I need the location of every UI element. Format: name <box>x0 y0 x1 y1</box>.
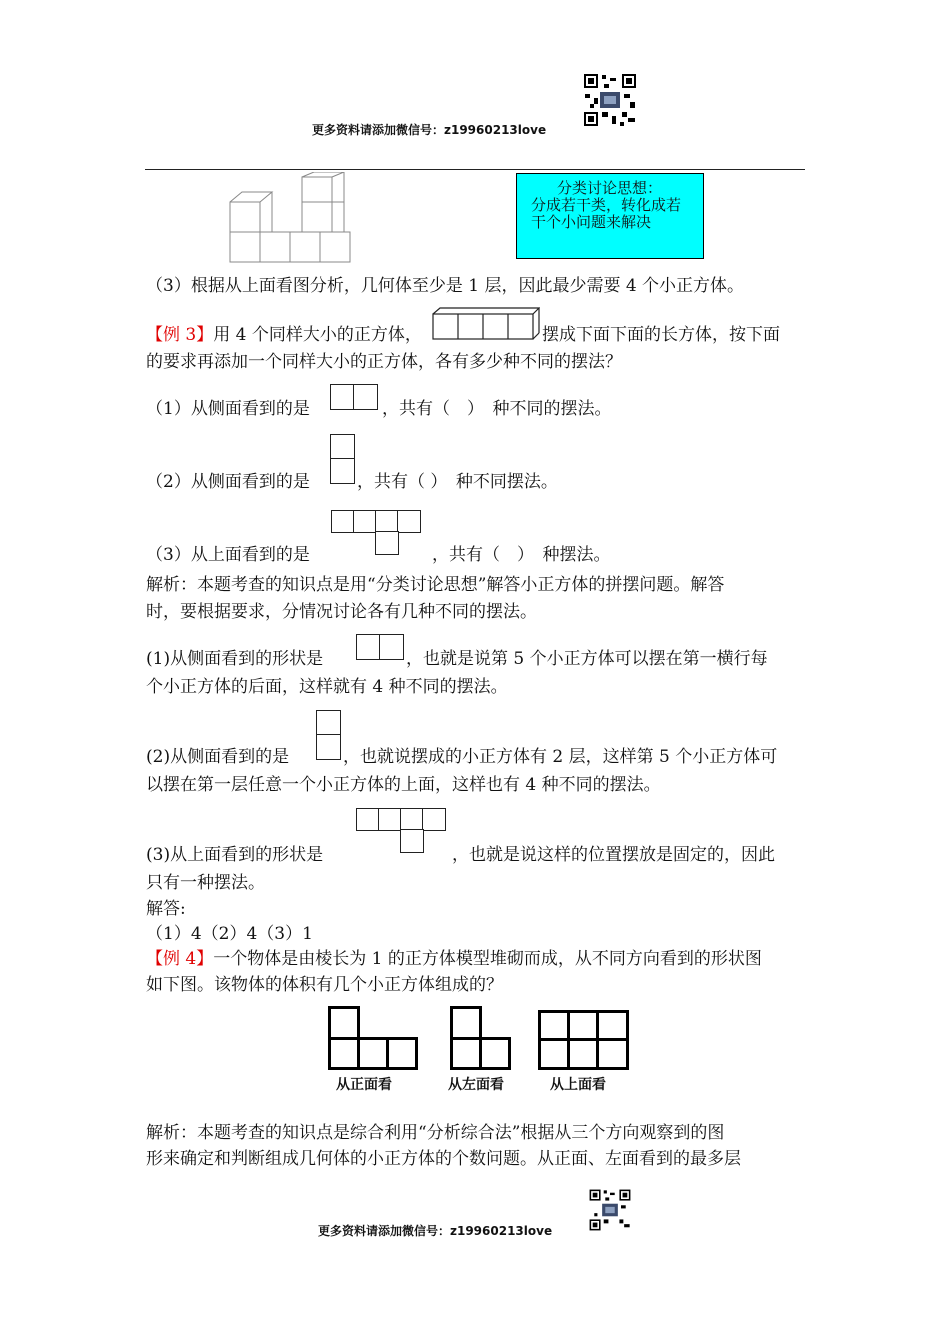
question-1-text-b: ，共有（ ） 种不同的摆法。 <box>382 399 612 419</box>
classification-note-box <box>516 173 704 259</box>
note-line-3: 干个小问题来解决 <box>531 213 652 231</box>
side-view-stacked-squares <box>330 434 355 484</box>
front-view-label: 从正面看 <box>336 1077 392 1093</box>
left-view-figure <box>450 1006 510 1070</box>
example-4-text-a: 一个物体是由棱长为 1 的正方体模型堆砌而成，从不同方向看到的形状图 <box>213 949 762 969</box>
analysis-line-2: 时，要根据要求，分情况讨论各有几种不同的摆法。 <box>146 602 537 622</box>
example-3-text-b: 摆成下面下面的长方体，按下面 <box>542 325 780 345</box>
analysis-4-line-2: 形来确定和判断组成几何体的小正方体的个数问题。从正面、左面看到的最多层 <box>146 1149 741 1169</box>
example-4-tag: 【例 4】 <box>146 949 214 969</box>
analysis-4-line-1: 解析：本题考查的知识点是综合利用“分析综合法”根据从三个方向观察到的图 <box>146 1123 725 1143</box>
front-view-figure <box>328 1006 418 1070</box>
answer-label: 解答: <box>146 899 186 919</box>
question-2-text-b: ，共有（ ） 种不同摆法。 <box>357 472 558 492</box>
cuboid-figure <box>430 306 540 340</box>
solution-3-text-a: (3)从上面看到的形状是 <box>146 845 324 865</box>
example-3-tag: 【例 3】 <box>146 325 214 345</box>
analysis-line-1: 解析：本题考查的知识点是用“分类讨论思想”解答小正方体的拼摆问题。解答 <box>146 575 725 595</box>
solution-2-text-b: ，也就说摆成的小正方体有 2 层，这样第 5 个小正方体可 <box>343 747 778 767</box>
solution-3-text-b: ，也就是说这样的位置摆放是固定的，因此 <box>452 845 775 865</box>
question-2-text-a: （2）从侧面看到的是 <box>146 472 310 492</box>
question-3-text-b: ，共有（ ） 种摆法。 <box>432 545 611 565</box>
example-4-text-b: 如下图。该物体的体积有几个小正方体组成的？ <box>146 975 503 995</box>
solution-1-text-c: 个小正方体的后面，这样就有 4 种不同的摆法。 <box>146 677 508 697</box>
top-view-label: 从上面看 <box>550 1077 606 1093</box>
top-view-t-shape-solution <box>356 808 448 854</box>
solution-3-text-c: 只有一种摆法。 <box>146 873 265 893</box>
cube-stack-figure <box>225 172 355 268</box>
note-line-1: 分类讨论思想： <box>557 179 663 197</box>
qr-code-icon <box>582 72 638 128</box>
left-view-label: 从左面看 <box>448 1077 504 1093</box>
wechat-contact-text-footer: 更多资料请添加微信号：z19960213love <box>318 1224 553 1238</box>
answer-values: （1）4（2）4（3）1 <box>146 924 313 944</box>
side-view-stacked-squares-solution <box>316 710 341 760</box>
qr-code-icon-footer <box>588 1188 632 1232</box>
top-view-t-shape <box>331 510 423 556</box>
header-divider <box>145 169 805 170</box>
paragraph-analysis-3: （3）根据从上面看图分析，几何体至少是 1 层，因此最少需要 4 个小正方体。 <box>146 276 745 296</box>
example-3-line-1 <box>146 323 422 348</box>
question-3-text-a: （3）从上面看到的是 <box>146 545 310 565</box>
solution-2-text-a: (2)从侧面看到的是 <box>146 747 290 767</box>
top-view-figure <box>538 1010 630 1070</box>
example-3-text-c: 的要求再添加一个同样大小的正方体，各有多少种不同的摆法？ <box>146 352 622 372</box>
example-4-line-1 <box>146 947 762 972</box>
note-line-2: 分成若干类，转化成若 <box>531 196 682 214</box>
solution-1-text-a: (1)从侧面看到的形状是 <box>146 649 324 669</box>
solution-1-text-b: ，也就是说第 5 个小正方体可以摆在第一横行每 <box>406 649 768 669</box>
side-view-two-squares <box>330 384 378 410</box>
solution-2-text-c: 以摆在第一层任意一个小正方体的上面，这样也有 4 种不同的摆法。 <box>146 775 661 795</box>
example-3-text-a: 用 4 个同样大小的正方体， <box>213 325 422 345</box>
wechat-contact-text: 更多资料请添加微信号：z19960213love <box>312 123 547 137</box>
question-1-text-a: （1）从侧面看到的是 <box>146 399 310 419</box>
side-view-two-squares-solution <box>356 634 404 660</box>
